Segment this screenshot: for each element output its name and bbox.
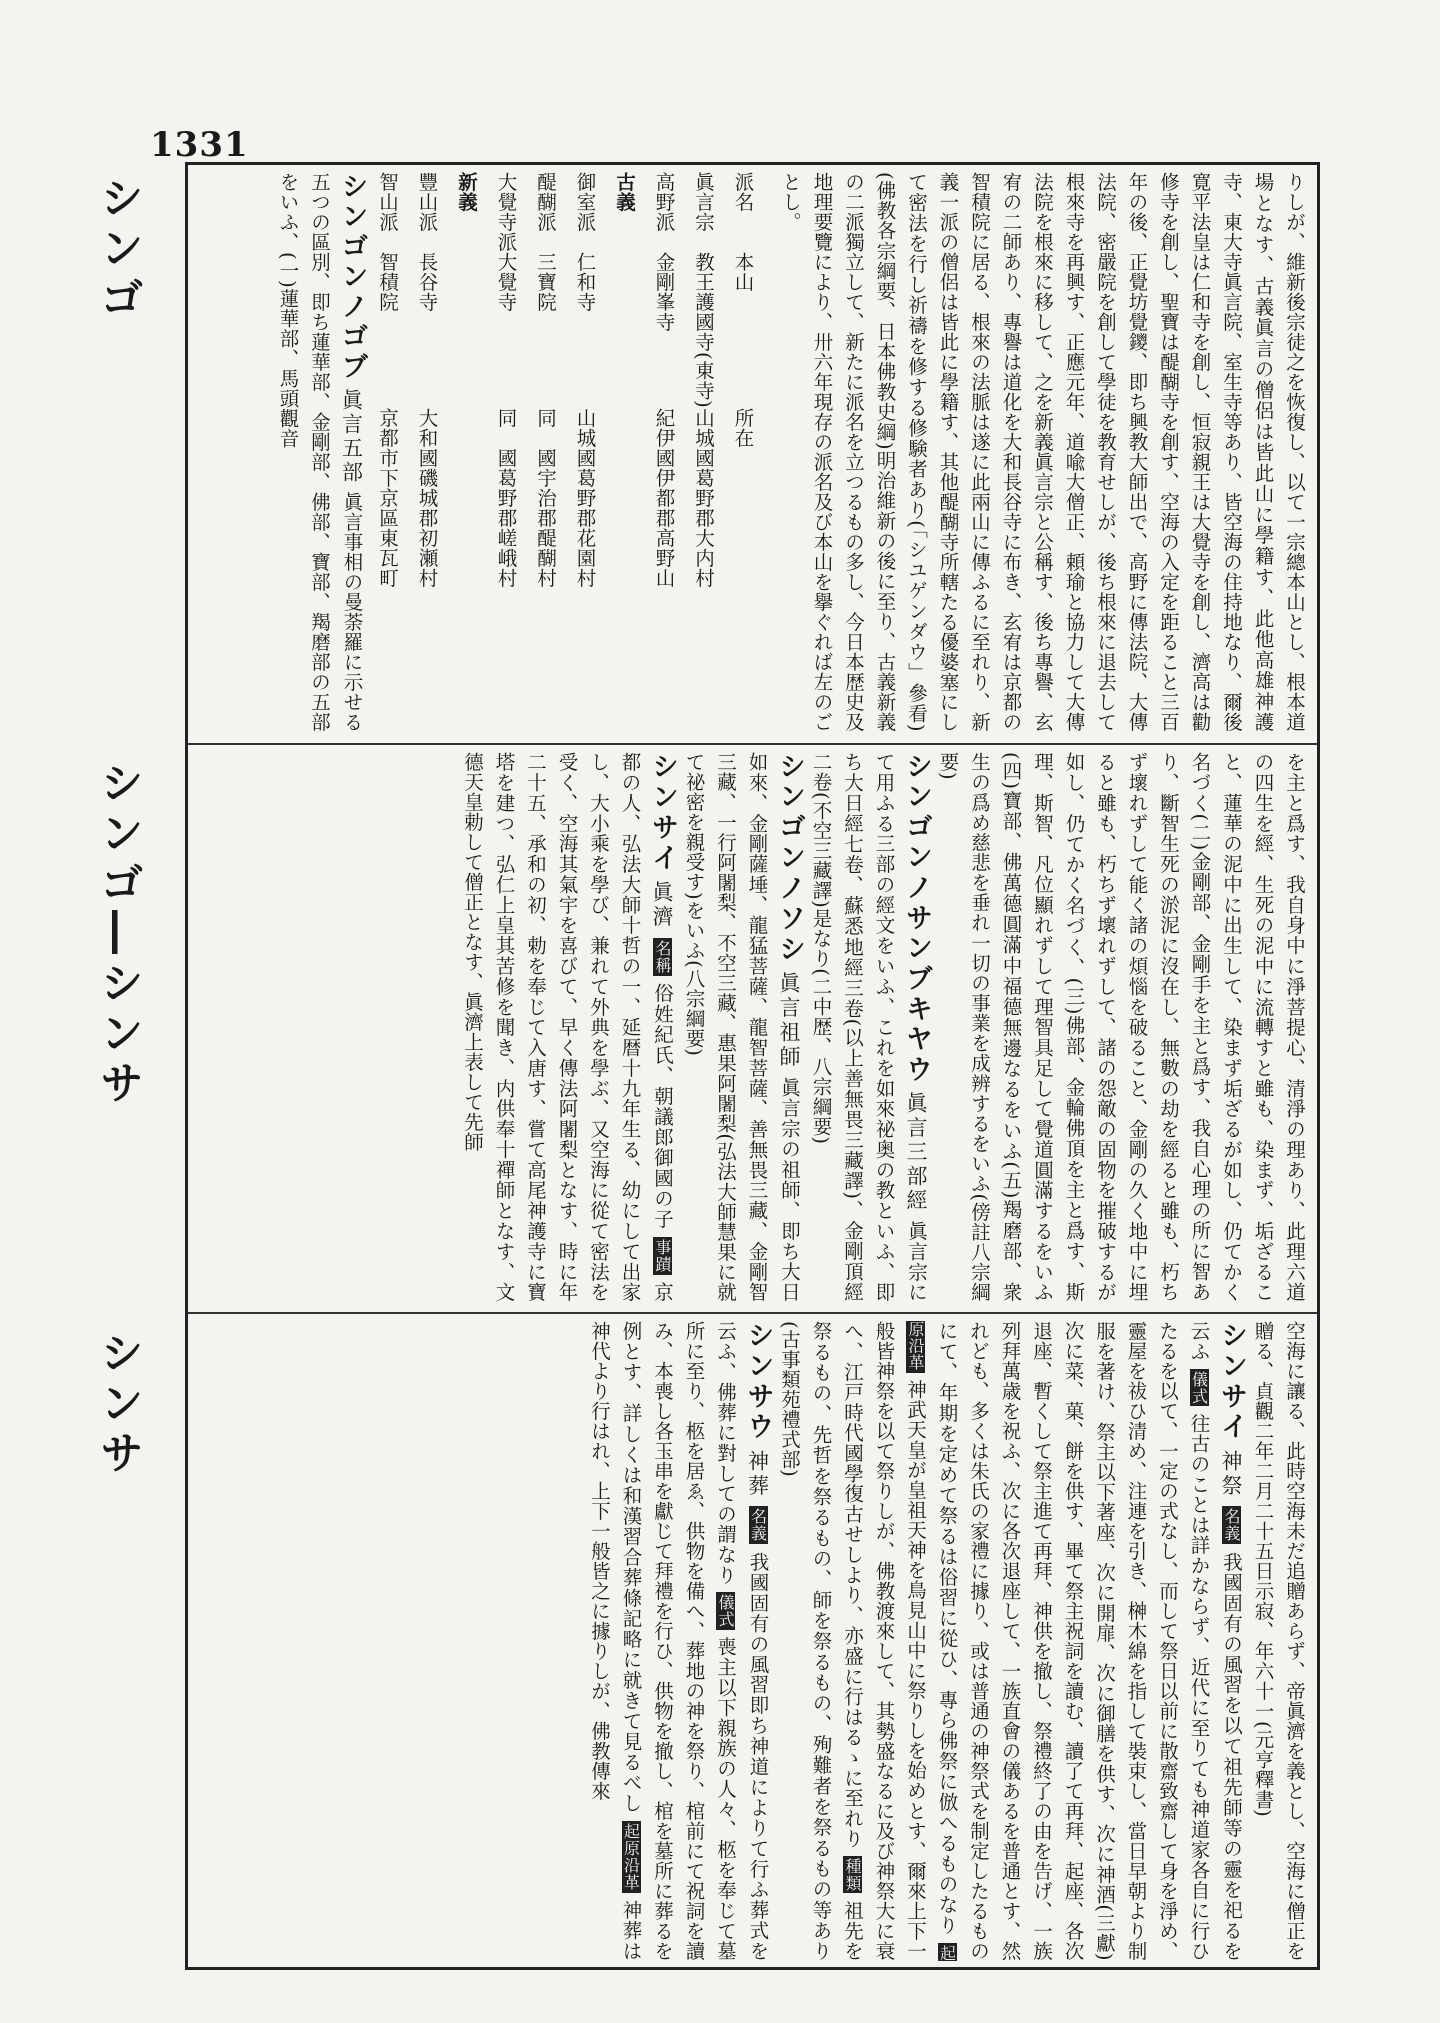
headword-kanji: 眞言祖師 xyxy=(777,972,801,1071)
table-group-label: 新義 xyxy=(455,172,478,212)
table-cell: 仁和寺 xyxy=(573,252,597,312)
table-cell: 金剛峯寺 xyxy=(652,252,676,332)
table-cell: 醍醐派 xyxy=(534,172,557,232)
entry-text: 祖先を祭るもの、先哲を祭るもの、師を祭るもの、殉難者を祭るもの等あり(古事類苑禮式部) xyxy=(778,1321,864,1961)
running-head-top: シンゴ xyxy=(92,175,143,325)
entry-text: 眞言宗の祖師、即ち大日如來、金剛薩埵、龍猛菩薩、龍智菩薩、善無畏三藏、金剛智三藏、一行阿闍梨、不空三藏、惠果阿闍梨(弘法大師慧果に就て祕密を親受す)をいふ(八宗綱要) xyxy=(682,752,801,1302)
headword: シンサイ xyxy=(647,752,678,875)
entry-text: 喪主以下親族の人々、柩を奉じて墓所に至り、柩を居ゑ、供物を備へ、葬地の神を祭り、棺前にて祝詞を讀み、本喪し各玉串を獻じて拜禮を行ひ、供物を撤し、棺を墓所に葬るを例とす、詳しくは和漢習合葬條記略に就きて見るべし xyxy=(619,1321,737,1961)
label-tag: 儀式 xyxy=(1189,1370,1209,1405)
label-tag: 名稱 xyxy=(653,939,672,974)
bottom-panel xyxy=(200,1321,1310,1961)
top-panel xyxy=(200,172,1310,732)
label-tag: 名義 xyxy=(748,1508,768,1543)
label-tag: 種類 xyxy=(843,1857,862,1892)
headword: シンゴンノソシ xyxy=(774,752,805,966)
divider-bottom xyxy=(188,1312,1317,1314)
headword: シンゴンノゴブ xyxy=(336,172,368,383)
entry-text: 俗姓紀氏、朝議郎御國の子 xyxy=(651,983,674,1230)
table-cell: 御室派 xyxy=(573,172,597,232)
label-tag: 儀式 xyxy=(716,1593,735,1628)
table-cell: 智積院 xyxy=(376,252,399,312)
entry-text: 往古のことは詳かならず、近代に至りても神道家各自に行ひたるを以て、一定の式なし、而して祭日以前に散齋致齋して身を淨め、靈屋を祓ひ清め、注連を引き、榊木綿を指して裝束し、當日早朝より制服を著け、祭主以下著座、次に開扉、次に御膳を供す、次に神酒(三獻)次に菜、菓、餅を供す、畢て祭主祝詞を讀む、讀了て再拜、起座、各次退座、暫くして祭主進て再拜、神供を撤し、祭禮終了の由を告げ、一族列拜萬歳を祝ふ、次に各次退座して、一族直會の儀あるを普通とす、然れども、多くは朱氏の家禮に據り、或は普通の神祭式を制定したるものにて、年期を定めて祭るは俗習に從ひ、專ら佛祭に倣へるものなり xyxy=(935,1321,1211,1961)
continued-text: を主と爲す、我自身中に淨菩提心、清淨の理あり、此理六道の四生を經、生死の泥中に流轉すと雖も、染まず、垢ざること、蓮華の泥中に出生して、染まず垢ざるが如し、仍てかく名づく(二)金剛部、金剛手を主と爲す、我自心理の所に智あり、斷智生死の淤泥に沒在し、無數の劫を經ると雖も、朽ちず壞れずして能く諸の煩惱を破ること、金剛の久く地中に埋ると雖も、朽ちず壞れずして、諸の怨敵の固物を摧破するが如し、仍てかく名づく、(三)佛部、金輪佛頂を主と爲す、斯理、斯智、凡位顯れずして理智具足して覺道圓滿するをいふ(四)寶部、佛萬德圓滿中福德無邊なるをいふ(五)羯磨部、衆生の爲め慈悲を垂れ一切の事業を成辨するをいふ(傍註八宗綱要) xyxy=(936,752,1306,1302)
table-row xyxy=(486,172,526,588)
label-tag: 事蹟 xyxy=(653,1238,672,1273)
table-cell: 智山派 xyxy=(376,172,399,232)
table-row xyxy=(565,172,605,588)
headword-kanji: 眞濟 xyxy=(650,881,674,931)
headword-kanji: 眞言五部 xyxy=(339,388,364,486)
table-cell: 大覺寺派 xyxy=(494,172,518,252)
entry-text: 眞言宗にて用ふる三部の經文をいふ、これを如來祕奥の教といふ、即ち大日經七卷、蘇悉地經三卷(以上善無畏三藏譯)、金剛頂經二卷(不空三藏譯)是なり(二中歴、八宗綱要) xyxy=(809,752,928,1302)
table-cell: 山城國葛野郡花園村 xyxy=(573,408,597,589)
table-cell: 大覺寺 xyxy=(494,252,518,312)
table-header: 本山 xyxy=(731,252,755,292)
table-row xyxy=(368,172,408,588)
entry-sou xyxy=(584,1321,774,1961)
entry-text: 京都の人、弘法大師十哲の一、延暦十九年生る、幼にして出家し、大小乘を學び、兼れて外典を學ぶ、又空海に從て密法を受く、空海其氣宇を喜びて、早く傳法阿闍梨となす、時に年二十五、承和の初、勅を奉じて入唐す、嘗て高尾神護寺に寶塔を建つ、弘仁上皇其苦修を聞き、内供奉十禪師となす、文德天皇勅して僧正となす、眞濟上表して先師 xyxy=(461,752,674,1302)
entry-sai xyxy=(457,752,679,1302)
table-cell: 同 國宇治郡醍醐村 xyxy=(534,408,557,589)
label-tag: 起原沿革 xyxy=(621,1822,641,1891)
table-header: 派名 xyxy=(731,172,755,212)
headword: シンゴンノサンブキヤウ xyxy=(901,752,932,1086)
table-cell: 教王護國寺(東寺) xyxy=(692,252,715,409)
headword-kanji: 神祭 xyxy=(1219,1450,1243,1500)
table-row xyxy=(644,172,684,588)
headword: シンサイ xyxy=(1216,1321,1247,1443)
table-header: 所在 xyxy=(731,408,755,449)
headword-kanji: 神葬 xyxy=(745,1450,770,1500)
entry-text: 神葬は神代より行はれ、上下一般皆之に據りしが、佛教傳來 xyxy=(588,1321,643,1961)
entry-saisai xyxy=(774,1321,1248,1961)
table-cell: 大和國磯城郡初瀬村 xyxy=(415,408,439,589)
running-head-bottom: シンサ xyxy=(92,1330,143,1480)
sect-table xyxy=(368,172,775,588)
entry-text: 我國固有の風習即ち神道によりて行ふ葬式を云ふ、佛葬に對しての謂なり xyxy=(714,1321,770,1961)
table-cell: 紀伊國伊都郡高野山 xyxy=(652,408,676,589)
table-row xyxy=(407,172,447,588)
running-head-middle: シンゴ―シンサ xyxy=(92,760,143,1110)
table-cell: 三寶院 xyxy=(534,252,557,312)
table-cell: 高野派 xyxy=(652,172,676,232)
label-tag: 起原沿革 xyxy=(906,1321,957,1961)
divider-top xyxy=(188,743,1317,745)
table-row xyxy=(447,172,487,588)
entry-text: 神武天皇が皇祖天神を鳥見山中に祭りしを始めとす、爾來上下一般皆神祭を以て祭りしが、佛教渡來して、其勢盛なるに及び神祭大に衰へ、江戸時代國學復古せしより、亦盛に行はるゝに至れり xyxy=(841,1321,927,1961)
middle-panel xyxy=(200,752,1310,1302)
table-cell: 眞言宗 xyxy=(692,172,715,232)
table-row xyxy=(684,172,724,588)
table-cell: 山城國葛野郡大内村 xyxy=(692,408,715,589)
table-cell: 京都市下京區東瓦町 xyxy=(376,408,399,589)
table-header-row xyxy=(723,172,775,588)
entry-sanbu xyxy=(805,752,932,1302)
entry-gobu xyxy=(272,172,368,732)
table-group-label: 古義 xyxy=(613,172,636,212)
headword-kanji: 眞言三部經 xyxy=(904,1092,928,1215)
table-cell: 豐山派 xyxy=(415,172,439,232)
headword: シンサウ xyxy=(742,1321,774,1443)
intro-text: りしが、維新後宗徒之を恢復し、以て一宗總本山とし、根本道場となす、古義眞言の僧侶は皆此山に學籍す、此他高雄神護寺、東大寺眞言院、室生寺等あり、皆空海の住持地なり、爾後寛平法皇は仁和寺を創し、恒寂親王は大覺寺を創し、濟高は勸修寺を創し、聖寶は醍醐寺を創す、空海の入定を距ること三百年の後、正覺坊覺鑁、即ち興教大師出で、高野に傳法院、大傳法院、密嚴院を創して學徒を教育せしが、後ち根來に退去して根來寺を再興す、正應元年、道喩大僧正、頼瑜と協力して大傳法院を根來に移して、之を新義眞言宗と公稱す、後ち專譽、玄宥の二師あり、專譽は道化を大和長谷寺に布き、玄宥は京都の智積院に居る、根來の法脈は遂に此兩山に傳ふるに至れり、新義一派の僧侶は皆此に學籍す、其他醍醐寺所轄たる優婆塞にして密法を行し祈禱を修する修験者あり(「シユゲンダウ」參看)(佛教各宗綱要、日本佛教史綱)明治維新の後に至り、古義新義の二派獨立して、新たに派名を立つるもの多し、今日本歴史及地理要覽により、卅六年現存の派名及び本山を擧ぐれば左のごとし。 xyxy=(779,172,1306,732)
page-number: 1331 xyxy=(150,125,249,165)
table-row xyxy=(526,172,566,588)
table-row xyxy=(605,172,645,588)
table-cell: 長谷寺 xyxy=(415,252,439,312)
entry-text: 眞言事相の曼荼羅に示せる五つの區別、即ち蓮華部、金剛部、佛部、寶部、羯磨部の五部をいふ、(一)蓮華部、馬頭觀音 xyxy=(276,172,364,732)
label-tag: 名義 xyxy=(1222,1508,1241,1543)
entry-text: 我國固有の風習を以て祖先師等の靈を祀るを云ふ xyxy=(1187,1321,1243,1961)
continued-text: 空海に讓る、此時空海未だ追贈あらず、帝眞濟を義とし、空海に僧正を贈る、貞觀二年二月二十五日示寂、年六十一(元亨釋書) xyxy=(1251,1321,1306,1961)
entry-soshi xyxy=(678,752,805,1302)
table-cell: 同 國葛野郡嵯峨村 xyxy=(494,408,518,589)
